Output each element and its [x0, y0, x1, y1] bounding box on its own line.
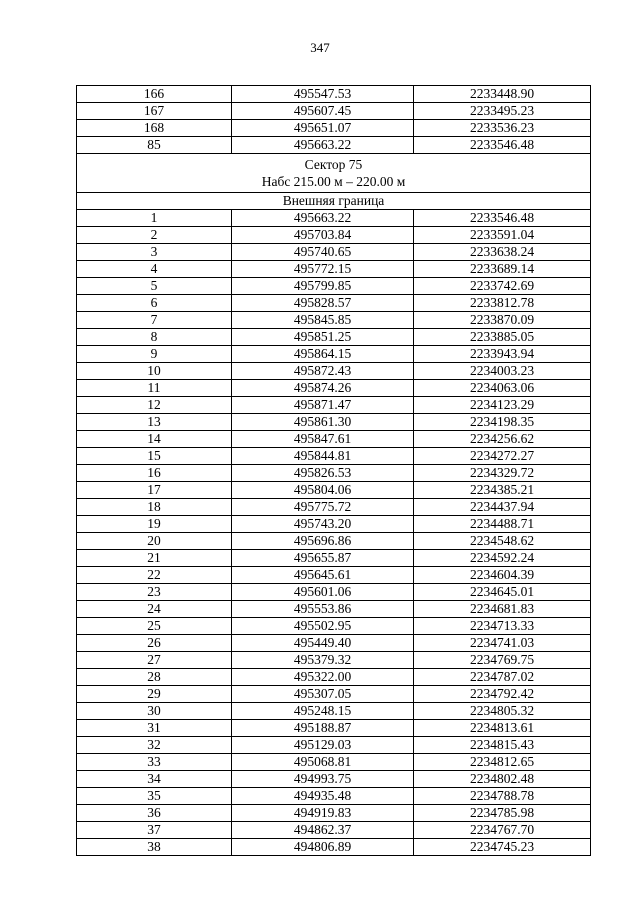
y-coordinate-cell: 2234548.62: [414, 533, 591, 550]
section-title: Сектор 75: [304, 157, 363, 172]
subsection-title: Внешняя граница: [77, 193, 591, 210]
page-number: 347: [310, 40, 330, 55]
point-number-cell: 17: [77, 482, 232, 499]
point-number-cell: 12: [77, 397, 232, 414]
y-coordinate-cell: 2234437.94: [414, 499, 591, 516]
x-coordinate-cell: 495307.05: [232, 686, 414, 703]
y-coordinate-cell: 2234785.98: [414, 805, 591, 822]
y-coordinate-cell: 2234329.72: [414, 465, 591, 482]
y-coordinate-cell: 2234788.78: [414, 788, 591, 805]
y-coordinate-cell: 2233448.90: [414, 86, 591, 103]
table-row: [77, 499, 591, 516]
x-coordinate-cell: 494935.48: [232, 788, 414, 805]
table-row: [77, 329, 591, 346]
point-number-cell: 3: [77, 244, 232, 261]
point-number-cell: 5: [77, 278, 232, 295]
y-coordinate-cell: 2234741.03: [414, 635, 591, 652]
x-coordinate-cell: 495129.03: [232, 737, 414, 754]
x-coordinate-cell: 495874.26: [232, 380, 414, 397]
y-coordinate-cell: 2234813.61: [414, 720, 591, 737]
table-row: [77, 120, 591, 137]
table-row: [77, 618, 591, 635]
table-row: [77, 261, 591, 278]
x-coordinate-cell: 495828.57: [232, 295, 414, 312]
x-coordinate-cell: 495804.06: [232, 482, 414, 499]
x-coordinate-cell: 494993.75: [232, 771, 414, 788]
table-row: [77, 482, 591, 499]
table-row: [77, 686, 591, 703]
x-coordinate-cell: 495655.87: [232, 550, 414, 567]
y-coordinate-cell: 2233742.69: [414, 278, 591, 295]
x-coordinate-cell: 495864.15: [232, 346, 414, 363]
section-cell: [77, 154, 591, 193]
x-coordinate-cell: 495871.47: [232, 397, 414, 414]
table-row: [77, 652, 591, 669]
x-coordinate-cell: 495872.43: [232, 363, 414, 380]
table-row: [77, 516, 591, 533]
point-number-cell: 21: [77, 550, 232, 567]
y-coordinate-cell: 2234802.48: [414, 771, 591, 788]
table-row: [77, 771, 591, 788]
x-coordinate-cell: 495607.45: [232, 103, 414, 120]
table-row: [77, 244, 591, 261]
point-number-cell: 15: [77, 448, 232, 465]
table-row: [77, 822, 591, 839]
point-number-cell: 19: [77, 516, 232, 533]
x-coordinate-cell: 495645.61: [232, 567, 414, 584]
x-coordinate-cell: 495068.81: [232, 754, 414, 771]
table-row: [77, 720, 591, 737]
x-coordinate-cell: 495188.87: [232, 720, 414, 737]
point-number-cell: 20: [77, 533, 232, 550]
point-number-cell: 22: [77, 567, 232, 584]
y-coordinate-cell: 2234792.42: [414, 686, 591, 703]
table-row: [77, 103, 591, 120]
y-coordinate-cell: 2234769.75: [414, 652, 591, 669]
head-rows: [77, 86, 591, 154]
point-number-cell: 1: [77, 210, 232, 227]
x-coordinate-cell: 495740.65: [232, 244, 414, 261]
point-number-cell: 34: [77, 771, 232, 788]
y-coordinate-cell: 2233546.48: [414, 137, 591, 154]
y-coordinate-cell: 2234815.43: [414, 737, 591, 754]
point-number-cell: 6: [77, 295, 232, 312]
table-row: [77, 414, 591, 431]
point-number-cell: 38: [77, 839, 232, 856]
y-coordinate-cell: 2234385.21: [414, 482, 591, 499]
point-number-cell: 27: [77, 652, 232, 669]
x-coordinate-cell: 495379.32: [232, 652, 414, 669]
table-row: [77, 448, 591, 465]
x-coordinate-cell: 495851.25: [232, 329, 414, 346]
y-coordinate-cell: 2234488.71: [414, 516, 591, 533]
point-number-cell: 16: [77, 465, 232, 482]
y-coordinate-cell: 2234003.23: [414, 363, 591, 380]
point-number-cell: 7: [77, 312, 232, 329]
sector-header: [77, 154, 591, 210]
table-row: [77, 295, 591, 312]
x-coordinate-cell: 495743.20: [232, 516, 414, 533]
point-number-cell: 33: [77, 754, 232, 771]
x-coordinate-cell: 495322.00: [232, 669, 414, 686]
y-coordinate-cell: 2234645.01: [414, 584, 591, 601]
table-row: [77, 278, 591, 295]
y-coordinate-cell: 2234767.70: [414, 822, 591, 839]
y-coordinate-cell: 2233591.04: [414, 227, 591, 244]
y-coordinate-cell: 2234123.29: [414, 397, 591, 414]
y-coordinate-cell: 2233638.24: [414, 244, 591, 261]
point-number-cell: 167: [77, 103, 232, 120]
table-row: [77, 805, 591, 822]
point-number-cell: 9: [77, 346, 232, 363]
table-row: [77, 346, 591, 363]
point-number-cell: 13: [77, 414, 232, 431]
point-number-cell: 31: [77, 720, 232, 737]
x-coordinate-cell: 495847.61: [232, 431, 414, 448]
point-number-cell: 18: [77, 499, 232, 516]
x-coordinate-cell: 495553.86: [232, 601, 414, 618]
point-number-cell: 4: [77, 261, 232, 278]
table-row: [77, 669, 591, 686]
table-row: [77, 737, 591, 754]
point-number-cell: 168: [77, 120, 232, 137]
table-row: [77, 431, 591, 448]
y-coordinate-cell: 2234272.27: [414, 448, 591, 465]
main-rows: [77, 210, 591, 856]
coordinates-table: [76, 85, 591, 856]
height-range: Набс 215.00 м – 220.00 м: [261, 174, 406, 189]
table-row: [77, 312, 591, 329]
table-row: [77, 601, 591, 618]
y-coordinate-cell: 2233546.48: [414, 210, 591, 227]
x-coordinate-cell: 495601.06: [232, 584, 414, 601]
table-row: [77, 550, 591, 567]
table-row: [77, 703, 591, 720]
point-number-cell: 23: [77, 584, 232, 601]
section-row: [77, 154, 591, 193]
x-coordinate-cell: 495663.22: [232, 210, 414, 227]
table-row: [77, 380, 591, 397]
subsection-row: [77, 193, 591, 210]
x-coordinate-cell: 495775.72: [232, 499, 414, 516]
table-row: [77, 839, 591, 856]
x-coordinate-cell: 494919.83: [232, 805, 414, 822]
x-coordinate-cell: 495696.86: [232, 533, 414, 550]
point-number-cell: 36: [77, 805, 232, 822]
table-row: [77, 86, 591, 103]
table-row: [77, 210, 591, 227]
point-number-cell: 166: [77, 86, 232, 103]
point-number-cell: 8: [77, 329, 232, 346]
table-row: [77, 584, 591, 601]
y-coordinate-cell: 2234812.65: [414, 754, 591, 771]
x-coordinate-cell: 495663.22: [232, 137, 414, 154]
y-coordinate-cell: 2234198.35: [414, 414, 591, 431]
point-number-cell: 25: [77, 618, 232, 635]
y-coordinate-cell: 2234592.24: [414, 550, 591, 567]
x-coordinate-cell: 494862.37: [232, 822, 414, 839]
y-coordinate-cell: 2233943.94: [414, 346, 591, 363]
x-coordinate-cell: 495449.40: [232, 635, 414, 652]
y-coordinate-cell: 2234805.32: [414, 703, 591, 720]
y-coordinate-cell: 2234604.39: [414, 567, 591, 584]
x-coordinate-cell: 495845.85: [232, 312, 414, 329]
y-coordinate-cell: 2233689.14: [414, 261, 591, 278]
table-row: [77, 363, 591, 380]
point-number-cell: 2: [77, 227, 232, 244]
table-row: [77, 788, 591, 805]
table-row: [77, 465, 591, 482]
x-coordinate-cell: 495861.30: [232, 414, 414, 431]
point-number-cell: 26: [77, 635, 232, 652]
y-coordinate-cell: 2234713.33: [414, 618, 591, 635]
y-coordinate-cell: 2234256.62: [414, 431, 591, 448]
y-coordinate-cell: 2234681.83: [414, 601, 591, 618]
y-coordinate-cell: 2233536.23: [414, 120, 591, 137]
y-coordinate-cell: 2233885.05: [414, 329, 591, 346]
point-number-cell: 14: [77, 431, 232, 448]
point-number-cell: 11: [77, 380, 232, 397]
point-number-cell: 30: [77, 703, 232, 720]
y-coordinate-cell: 2233870.09: [414, 312, 591, 329]
table-row: [77, 635, 591, 652]
x-coordinate-cell: 495703.84: [232, 227, 414, 244]
x-coordinate-cell: 495826.53: [232, 465, 414, 482]
table-row: [77, 754, 591, 771]
x-coordinate-cell: 494806.89: [232, 839, 414, 856]
x-coordinate-cell: 495248.15: [232, 703, 414, 720]
x-coordinate-cell: 495502.95: [232, 618, 414, 635]
point-number-cell: 37: [77, 822, 232, 839]
point-number-cell: 85: [77, 137, 232, 154]
y-coordinate-cell: 2233812.78: [414, 295, 591, 312]
point-number-cell: 29: [77, 686, 232, 703]
table-row: [77, 567, 591, 584]
x-coordinate-cell: 495547.53: [232, 86, 414, 103]
point-number-cell: 32: [77, 737, 232, 754]
point-number-cell: 28: [77, 669, 232, 686]
table-row: [77, 397, 591, 414]
y-coordinate-cell: 2233495.23: [414, 103, 591, 120]
point-number-cell: 35: [77, 788, 232, 805]
point-number-cell: 24: [77, 601, 232, 618]
point-number-cell: 10: [77, 363, 232, 380]
table-row: [77, 137, 591, 154]
y-coordinate-cell: 2234063.06: [414, 380, 591, 397]
table-row: [77, 533, 591, 550]
table-row: [77, 227, 591, 244]
x-coordinate-cell: 495772.15: [232, 261, 414, 278]
x-coordinate-cell: 495844.81: [232, 448, 414, 465]
y-coordinate-cell: 2234787.02: [414, 669, 591, 686]
x-coordinate-cell: 495651.07: [232, 120, 414, 137]
x-coordinate-cell: 495799.85: [232, 278, 414, 295]
y-coordinate-cell: 2234745.23: [414, 839, 591, 856]
